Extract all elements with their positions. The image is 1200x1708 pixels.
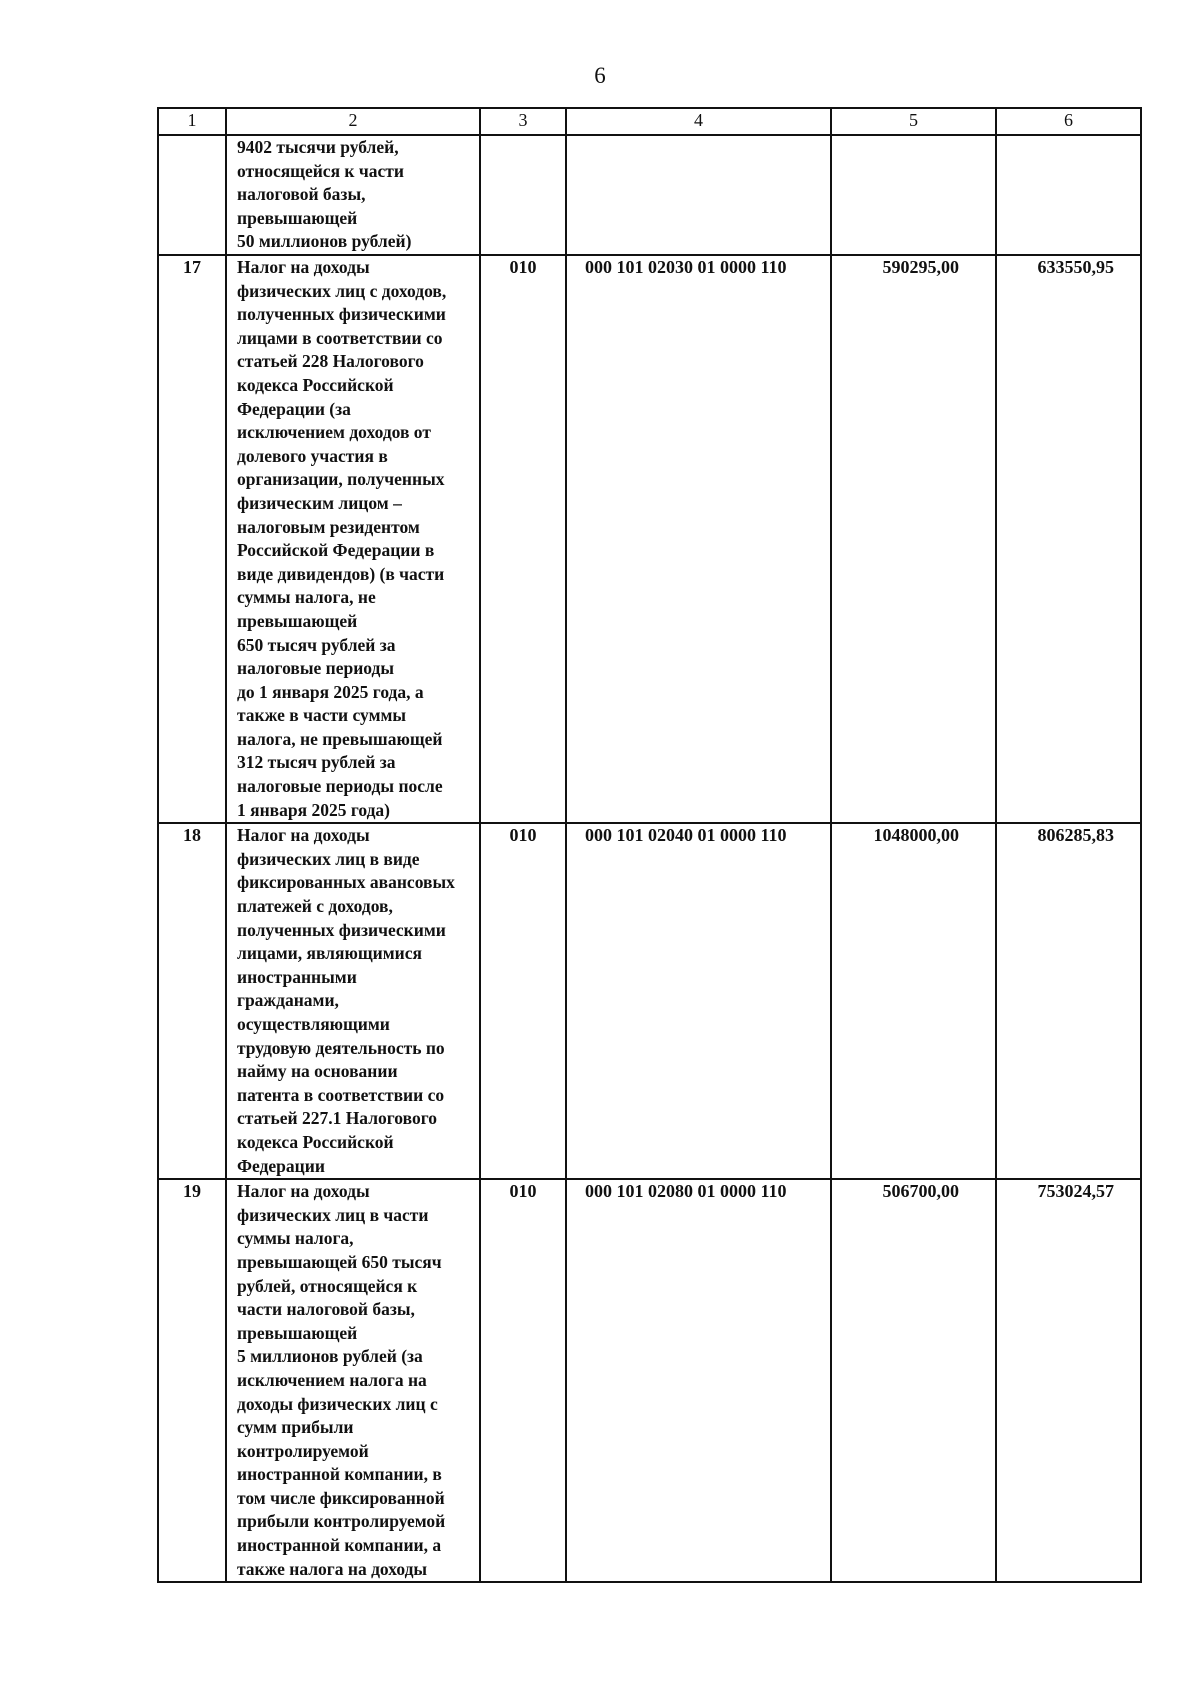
row-col3-code: 010 — [509, 1181, 537, 1202]
value6-cell — [996, 135, 1141, 255]
table-row — [158, 1179, 1141, 1582]
col3-cell — [480, 255, 566, 823]
header-col-2: 2 — [226, 108, 480, 135]
header-col-4: 4 — [566, 108, 831, 135]
row-value-6: 753024,57 — [1037, 1181, 1114, 1202]
row-description: Налог на доходы физических лиц в виде фиксированных авансовых платежей с доходов, полученных физическими лицами, являющимися иностранными гражданами, осуществляющими трудовую деятельность по найму на основании патента в соответствии со статьей 227.1 Налогового кодекса Российской Федерации — [237, 825, 455, 1176]
description-cell — [226, 1179, 480, 1582]
table-row — [158, 255, 1141, 823]
table-row — [158, 823, 1141, 1179]
code-cell — [566, 135, 831, 255]
row-budget-code: 000 101 02080 01 0000 110 — [585, 1181, 787, 1202]
value5-cell — [831, 255, 996, 823]
header-col-1: 1 — [158, 108, 226, 135]
row-budget-code: 000 101 02030 01 0000 110 — [585, 257, 787, 277]
value6-cell — [996, 255, 1141, 823]
page-number: 6 — [594, 63, 606, 88]
row-value-6: 633550,95 — [1037, 257, 1114, 277]
row-number-cell — [158, 135, 226, 255]
row-description: 9402 тысячи рублей, относящейся к части налоговой базы, превышающей 50 миллионов рублей) — [237, 137, 412, 252]
row-description: Налог на доходы физических лиц с доходов, полученных физическими лицами в соответствии со статьей 228 Налогового кодекса Российской Федерации (за исключением доходов от долевого участия в организации, полученных физическим лицом – налоговым резидентом Российской Федерации в виде дивидендов) (в части суммы налога, не превышающей 650 тысяч рублей за налоговые периоды до 1 января 2025 года, а также в части суммы налога, не превышающей 312 тысяч рублей за налоговые периоды после 1 января 2025 года) — [237, 257, 447, 820]
description-cell — [226, 823, 480, 1179]
value5-cell — [831, 135, 996, 255]
row-number: 17 — [183, 257, 201, 277]
row-budget-code: 000 101 02040 01 0000 110 — [585, 825, 787, 846]
row-number: 19 — [183, 1181, 201, 1202]
header-col-5: 5 — [831, 108, 996, 135]
header-col-6: 6 — [996, 108, 1141, 135]
row-value-5: 1048000,00 — [873, 825, 959, 846]
row-col3-code: 010 — [509, 257, 537, 277]
code-cell — [566, 1179, 831, 1582]
row-value-5: 590295,00 — [882, 257, 959, 277]
col3-cell — [480, 1179, 566, 1582]
value6-cell — [996, 823, 1141, 1179]
col3-cell — [480, 823, 566, 1179]
row-number-cell — [158, 1179, 226, 1582]
row-number: 18 — [183, 825, 201, 846]
value6-cell — [996, 1179, 1141, 1582]
code-cell — [566, 255, 831, 823]
value5-cell — [831, 1179, 996, 1582]
table-row — [158, 135, 1141, 255]
value5-cell — [831, 823, 996, 1179]
description-cell — [226, 135, 480, 255]
row-description: Налог на доходы физических лиц в части суммы налога, превышающей 650 тысяч рублей, относящейся к части налоговой базы, превышающей 5 миллионов рублей (за исключением налога на доходы физических лиц с сумм прибыли контролируемой иностранной компании, в том числе фиксированной прибыли контролируемой иностранной компании, а также налога на доходы — [237, 1181, 446, 1579]
row-number-cell — [158, 255, 226, 823]
code-cell — [566, 823, 831, 1179]
header-col-3: 3 — [480, 108, 566, 135]
budget-table — [157, 107, 1142, 1583]
description-cell — [226, 255, 480, 823]
table-header-row — [158, 108, 1141, 135]
row-value-6: 806285,83 — [1037, 825, 1114, 846]
row-number-cell — [158, 823, 226, 1179]
row-value-5: 506700,00 — [882, 1181, 959, 1202]
col3-cell — [480, 135, 566, 255]
row-col3-code: 010 — [509, 825, 537, 846]
